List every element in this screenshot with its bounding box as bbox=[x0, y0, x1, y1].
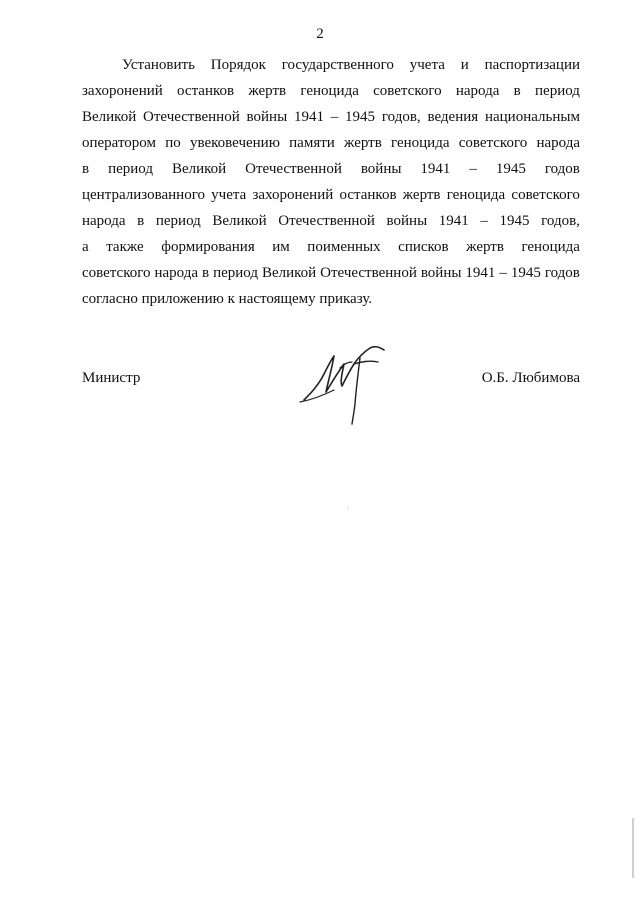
paragraph-line-5: в период Великой Отечественной войны 1941 – 1945 годов bbox=[82, 161, 580, 177]
paragraph-line-9: советского народа в период Великой Отечественной войны 1941 – 1945 годов bbox=[82, 265, 580, 281]
paragraph-line-6: централизованного учета захоронений останков жертв геноцида советского bbox=[82, 187, 580, 203]
handwritten-signature bbox=[298, 338, 393, 428]
paragraph-line-1: Установить Порядок государственного учета и паспортизации bbox=[122, 57, 580, 73]
paragraph-line-3: Великой Отечественной войны 1941 – 1945 годов, ведения национальным bbox=[82, 109, 580, 125]
paragraph-line-8: а также формирования им поименных списков жертв геноцида bbox=[82, 239, 580, 255]
order-paragraph bbox=[82, 52, 580, 312]
position-title: Министр bbox=[82, 370, 141, 386]
paragraph-line-10: согласно приложению к настоящему приказу. bbox=[82, 291, 373, 307]
paragraph-line-2: захоронений останков жертв геноцида советского народа в период bbox=[82, 83, 580, 99]
page-number: 2 bbox=[316, 26, 324, 42]
scan-speck bbox=[347, 508, 348, 509]
paragraph-line-4: оператором по увековечению памяти жертв геноцида советского народа bbox=[82, 135, 580, 151]
scan-margin-mark bbox=[632, 818, 634, 878]
signer-name: О.Б. Любимова bbox=[481, 370, 580, 386]
paragraph-line-7: народа в период Великой Отечественной войны 1941 – 1945 годов, bbox=[82, 213, 580, 229]
